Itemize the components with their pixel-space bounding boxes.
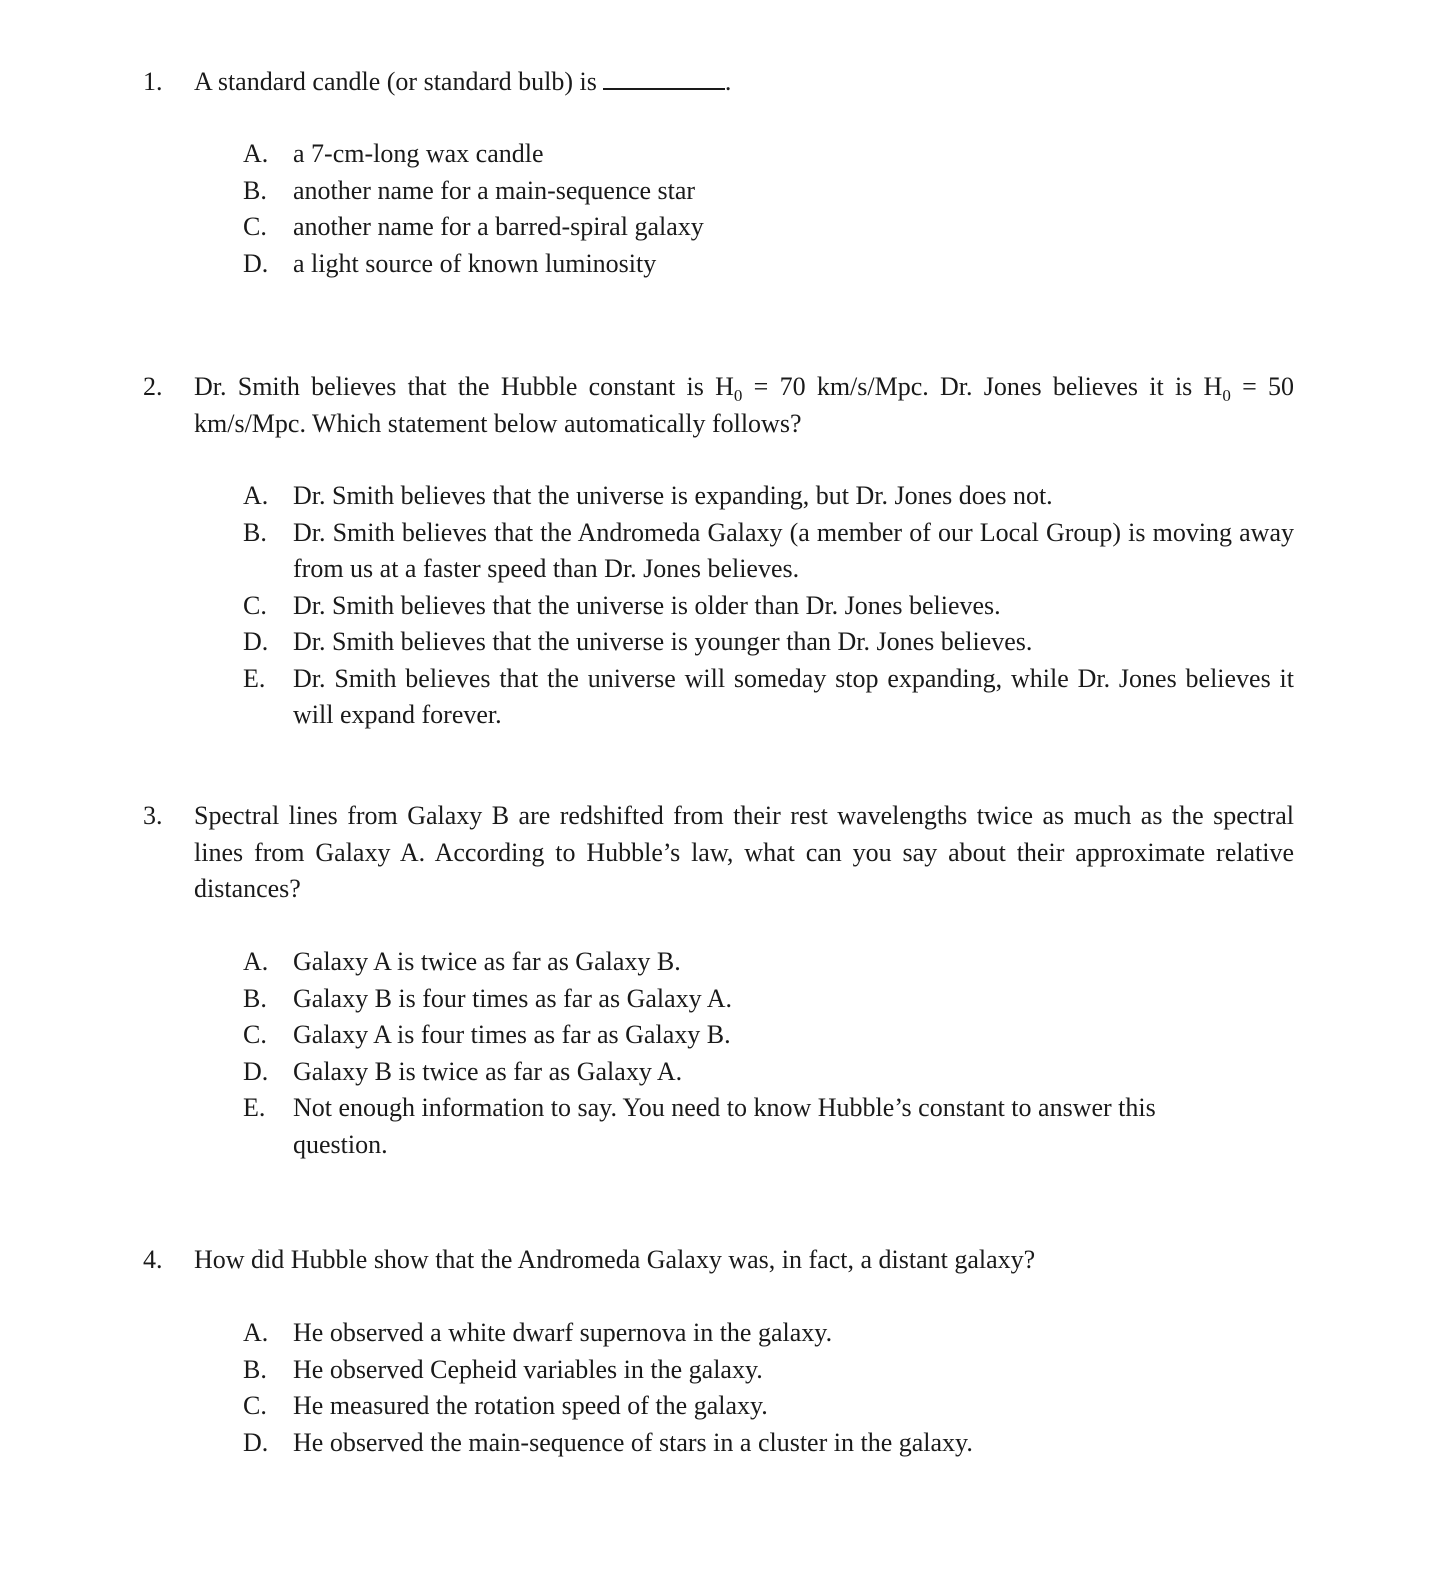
question-number: 1. xyxy=(143,67,163,96)
question-number: 4. xyxy=(143,1245,163,1274)
option-1c xyxy=(0,209,1449,246)
option-text: He measured the rotation speed of the galaxy. xyxy=(293,1391,768,1420)
option-text: Dr. Smith believes that the universe is expanding, but Dr. Jones does not. xyxy=(293,481,1053,510)
option-letter: B. xyxy=(243,1354,267,1384)
option-letter: A. xyxy=(243,139,269,168)
option-text: Dr. Smith believes that the universe is older than Dr. Jones believes. xyxy=(293,590,1001,620)
option-letter: E. xyxy=(243,1093,266,1122)
option-3c xyxy=(0,1017,1449,1054)
option-letter: B. xyxy=(243,983,267,1013)
option-letter: E. xyxy=(243,663,266,693)
question-text: How did Hubble show that the Andromeda Galaxy was, in fact, a distant galaxy? xyxy=(194,1245,1036,1274)
option-2b xyxy=(0,515,1449,588)
options-list-1 xyxy=(0,136,1449,282)
question-text-part: = 50 km/s/Mpc. Which statement below automatically follows? xyxy=(194,372,1294,438)
option-3a xyxy=(0,944,1449,981)
question-text xyxy=(194,64,1294,101)
option-3d xyxy=(0,1054,1449,1091)
option-letter: C. xyxy=(243,212,267,241)
option-text: Galaxy B is twice as far as Galaxy A. xyxy=(293,1056,683,1086)
question-number: 2. xyxy=(143,372,163,401)
question-text-before-blank: A standard candle (or standard bulb) is xyxy=(194,67,597,96)
option-1a xyxy=(0,136,1449,173)
option-4b xyxy=(0,1352,1449,1389)
option-text: another name for a main-sequence star xyxy=(293,175,696,205)
option-text: a 7-cm-long wax candle xyxy=(293,139,544,168)
question-text-part: = 70 km/s/Mpc. Dr. Jones believes it is H xyxy=(742,372,1223,401)
option-letter: A. xyxy=(243,1318,269,1347)
option-2e xyxy=(0,661,1449,734)
question-text-part: Dr. Smith believes that the Hubble constant is H xyxy=(194,372,734,401)
option-text: Dr. Smith believes that the universe is younger than Dr. Jones believes. xyxy=(293,627,1033,656)
option-text: Not enough information to say. You need to know Hubble’s constant to answer this question. xyxy=(293,1093,1156,1159)
option-letter: D. xyxy=(243,1056,269,1086)
option-text: He observed Cepheid variables in the galaxy. xyxy=(293,1354,763,1384)
subscript: 0 xyxy=(733,386,743,406)
option-letter: C. xyxy=(243,590,267,620)
option-letter: A. xyxy=(243,481,269,510)
options-list-3 xyxy=(0,944,1449,1163)
options-list-4 xyxy=(0,1315,1449,1461)
option-text: He observed a white dwarf supernova in the galaxy. xyxy=(293,1318,833,1347)
option-2c xyxy=(0,588,1449,625)
answer-blank xyxy=(603,66,725,90)
option-text: Galaxy B is four times as far as Galaxy A. xyxy=(293,983,733,1013)
option-text: Dr. Smith believes that the universe will someday stop expanding, while Dr. Jones believes it will expand forever. xyxy=(293,663,1294,729)
option-text: a light source of known luminosity xyxy=(293,248,657,278)
question-text xyxy=(194,369,1294,442)
question-text: Spectral lines from Galaxy B are redshifted from their rest wavelengths twice as much as the spectral lines from Galaxy A. According to Hubble’s law, what can you say about their approximate relative distances? xyxy=(194,801,1294,903)
option-letter: D. xyxy=(243,248,269,278)
option-letter: A. xyxy=(243,947,269,976)
options-list-2 xyxy=(0,478,1449,734)
option-letter: B. xyxy=(243,517,267,547)
option-1b xyxy=(0,173,1449,210)
option-2a xyxy=(0,478,1449,515)
option-3e xyxy=(0,1090,1449,1163)
option-1d xyxy=(0,246,1449,283)
option-text: Galaxy A is four times as far as Galaxy B. xyxy=(293,1020,731,1049)
option-3b xyxy=(0,981,1449,1018)
option-text: He observed the main-sequence of stars in a cluster in the galaxy. xyxy=(293,1427,973,1457)
option-4d xyxy=(0,1425,1449,1462)
option-text: another name for a barred-spiral galaxy xyxy=(293,212,704,241)
option-letter: C. xyxy=(243,1020,267,1049)
question-number: 3. xyxy=(143,801,163,830)
option-4a xyxy=(0,1315,1449,1352)
option-text: Dr. Smith believes that the Andromeda Galaxy (a member of our Local Group) is moving away from us at a faster speed than Dr. Jones believes. xyxy=(293,517,1294,583)
option-4c xyxy=(0,1388,1449,1425)
option-letter: D. xyxy=(243,1427,269,1457)
option-letter: C. xyxy=(243,1391,267,1420)
option-2d xyxy=(0,624,1449,661)
option-letter: B. xyxy=(243,175,267,205)
option-letter: D. xyxy=(243,627,269,656)
subscript: 0 xyxy=(1222,386,1231,406)
question-text-after-blank: . xyxy=(724,67,732,96)
option-text: Galaxy A is twice as far as Galaxy B. xyxy=(293,947,681,976)
